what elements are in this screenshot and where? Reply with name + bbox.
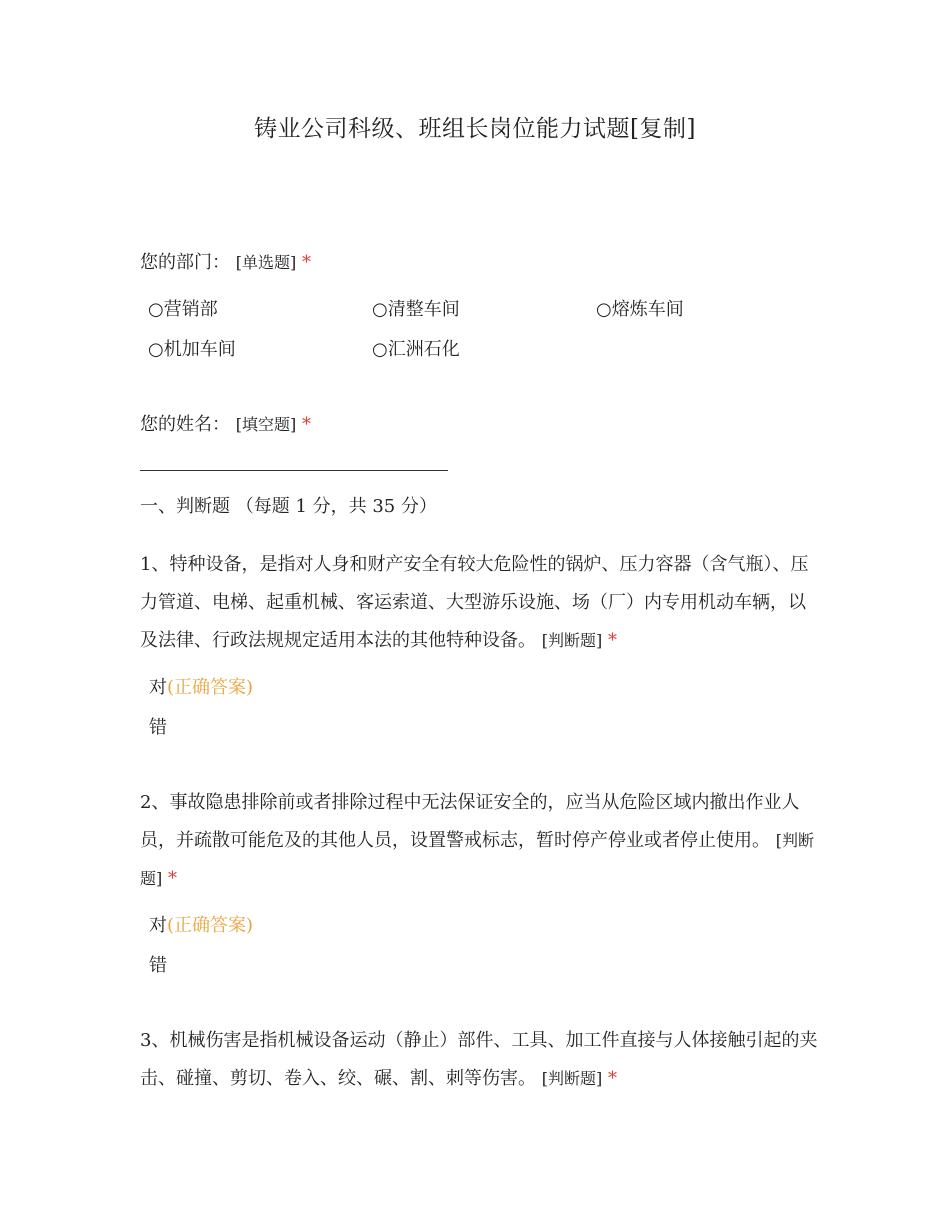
question-1: [140, 546, 820, 660]
question-3: [140, 1022, 820, 1098]
question-type: [填空题]: [235, 415, 297, 434]
required-mark: *: [301, 252, 311, 273]
correct-answer-label: (正确答案): [167, 915, 254, 936]
question-text: 2、事故隐患排除前或者排除过程中无法保证安全的，应当从危险区域内撤出作业人员，并疏散可能危及的其他人员，设置警戒标志，暂时停产停业或者停止使用。: [140, 792, 800, 851]
name-input-line[interactable]: [140, 470, 448, 471]
question-type: [判断题]: [541, 1069, 603, 1088]
required-mark: *: [607, 1068, 617, 1089]
question-type: [判断题]: [541, 631, 603, 650]
page-title: 铸业公司科级、班组长岗位能力试题[复制]: [254, 116, 696, 142]
question-text: 1、特种设备，是指对人身和财产安全有较大危险性的锅炉、压力容器（含气瓶）、压力管道、电梯、起重机械、客运索道、大型游乐设施、场（厂）内专用机动车辆，以及法律、行政法规规定适用本法的其他特种设备。: [140, 554, 809, 651]
required-mark: *: [167, 868, 177, 889]
correct-answer-label: (正确答案): [167, 677, 254, 698]
question-type: [单选题]: [235, 253, 297, 272]
answer-true[interactable]: [149, 675, 253, 701]
question-2: [140, 784, 820, 898]
question-label: 您的部门：: [140, 252, 230, 273]
answer-false[interactable]: 错: [149, 717, 167, 738]
question-text: 3、机械伤害是指机械设备运动（静止）部件、工具、加工件直接与人体接触引起的夹击、碰撞、剪切、卷入、绞、碾、割、刺等伤害。: [140, 1030, 818, 1089]
option-huizhou-petrochem[interactable]: ○汇洲石化: [372, 339, 460, 360]
required-mark: *: [301, 414, 311, 435]
answer-true[interactable]: [149, 913, 253, 939]
answer-false[interactable]: 错: [149, 955, 167, 976]
option-marketing[interactable]: ○营销部: [148, 299, 218, 320]
option-machining-workshop[interactable]: ○机加车间: [148, 339, 236, 360]
answer-label: 对: [149, 915, 167, 936]
answer-label: 对: [149, 677, 167, 698]
question-department: [140, 244, 311, 282]
question-label: 您的姓名：: [140, 414, 230, 435]
question-name: [140, 406, 311, 444]
section-title: 一、判断题 （每题 1 分，共 35 分）: [140, 496, 437, 517]
required-mark: *: [607, 630, 617, 651]
question-type: [判断题]: [140, 831, 814, 888]
option-cleaning-workshop[interactable]: ○清整车间: [372, 299, 460, 320]
option-smelting-workshop[interactable]: ○熔炼车间: [596, 299, 684, 320]
